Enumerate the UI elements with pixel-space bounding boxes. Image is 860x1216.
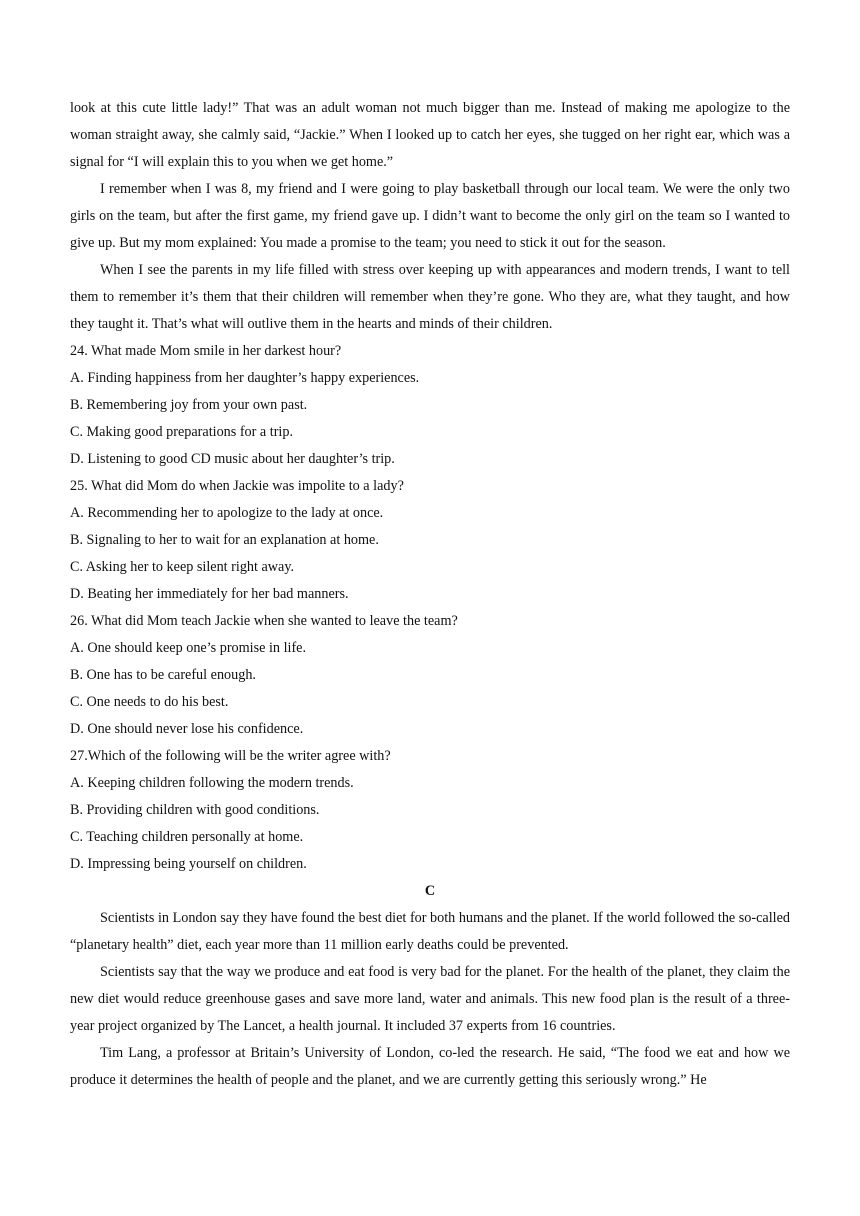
answer-option: C. One needs to do his best. — [70, 694, 229, 710]
question-stem: 25. What did Mom do when Jackie was impolite to a lady? — [70, 478, 404, 494]
question-25 — [70, 473, 790, 608]
answer-option: B. One has to be careful enough. — [70, 667, 256, 683]
question-27 — [70, 743, 790, 878]
answer-option: A. Recommending her to apologize to the lady at once. — [70, 505, 384, 521]
answer-option: A. One should keep one’s promise in life. — [70, 640, 307, 656]
answer-option: D. One should never lose his confidence. — [70, 721, 304, 737]
passage-paragraph: When I see the parents in my life filled with stress over keeping up with appearances and modern trends, I want to tell them to remember it’s them that their children will remember when they’re gone. Who they are, what they taught, and how they taught it. That’s what will outlive them in the hearts and minds of their children. — [70, 262, 790, 332]
passage-paragraph: Tim Lang, a professor at Britain’s University of London, co-led the research. He said, “The food we eat and how we produce it determines the health of people and the planet, and we are currently getting this seriously wrong.” He — [70, 1045, 790, 1088]
passage-paragraph: Scientists in London say they have found the best diet for both humans and the planet. If the world followed the so-called “planetary health” diet, each year more than 11 million early deaths could be prevented. — [70, 910, 790, 953]
answer-option: B. Remembering joy from your own past. — [70, 397, 308, 413]
answer-option: C. Teaching children personally at home. — [70, 829, 304, 845]
passage-paragraph: I remember when I was 8, my friend and I were going to play basketball through our local team. We were the only two girls on the team, but after the first game, my friend gave up. I didn’t want to become the only girl on the team so I wanted to give up. But my mom explained: You made a promise to the team; you need to stick it out for the season. — [70, 181, 790, 251]
answer-option: D. Impressing being yourself on children. — [70, 856, 307, 872]
answer-option: B. Signaling to her to wait for an explanation at home. — [70, 532, 379, 548]
passage-paragraph: look at this cute little lady!” That was an adult woman not much bigger than me. Instead of making me apologize to the woman straight away, she calmly said, “Jackie.” When I looked up to catch her eyes, she tugged on her right ear, which was a signal for “I will explain this to you when we get home.” — [70, 100, 790, 170]
answer-option: B. Providing children with good conditions. — [70, 802, 320, 818]
answer-option: A. Keeping children following the modern trends. — [70, 775, 354, 791]
answer-option: C. Asking her to keep silent right away. — [70, 559, 295, 575]
question-24 — [70, 338, 790, 473]
section-heading: C — [424, 883, 436, 899]
question-stem: 27.Which of the following will be the writer agree with? — [70, 748, 391, 764]
passage-paragraph: Scientists say that the way we produce and eat food is very bad for the planet. For the health of the planet, they claim the new diet would reduce greenhouse gases and save more land, water and animals. This new food plan is the result of a three-year project organized by The Lancet, a health journal. It included 37 experts from 16 countries. — [70, 964, 790, 1034]
answer-option: C. Making good preparations for a trip. — [70, 424, 294, 440]
answer-option: D. Beating her immediately for her bad manners. — [70, 586, 349, 602]
question-26 — [70, 608, 790, 743]
question-stem: 26. What did Mom teach Jackie when she wanted to leave the team? — [70, 613, 458, 629]
answer-option: A. Finding happiness from her daughter’s happy experiences. — [70, 370, 420, 386]
answer-option: D. Listening to good CD music about her daughter’s trip. — [70, 451, 395, 467]
question-stem: 24. What made Mom smile in her darkest hour? — [70, 343, 342, 359]
document-page — [70, 95, 790, 1094]
